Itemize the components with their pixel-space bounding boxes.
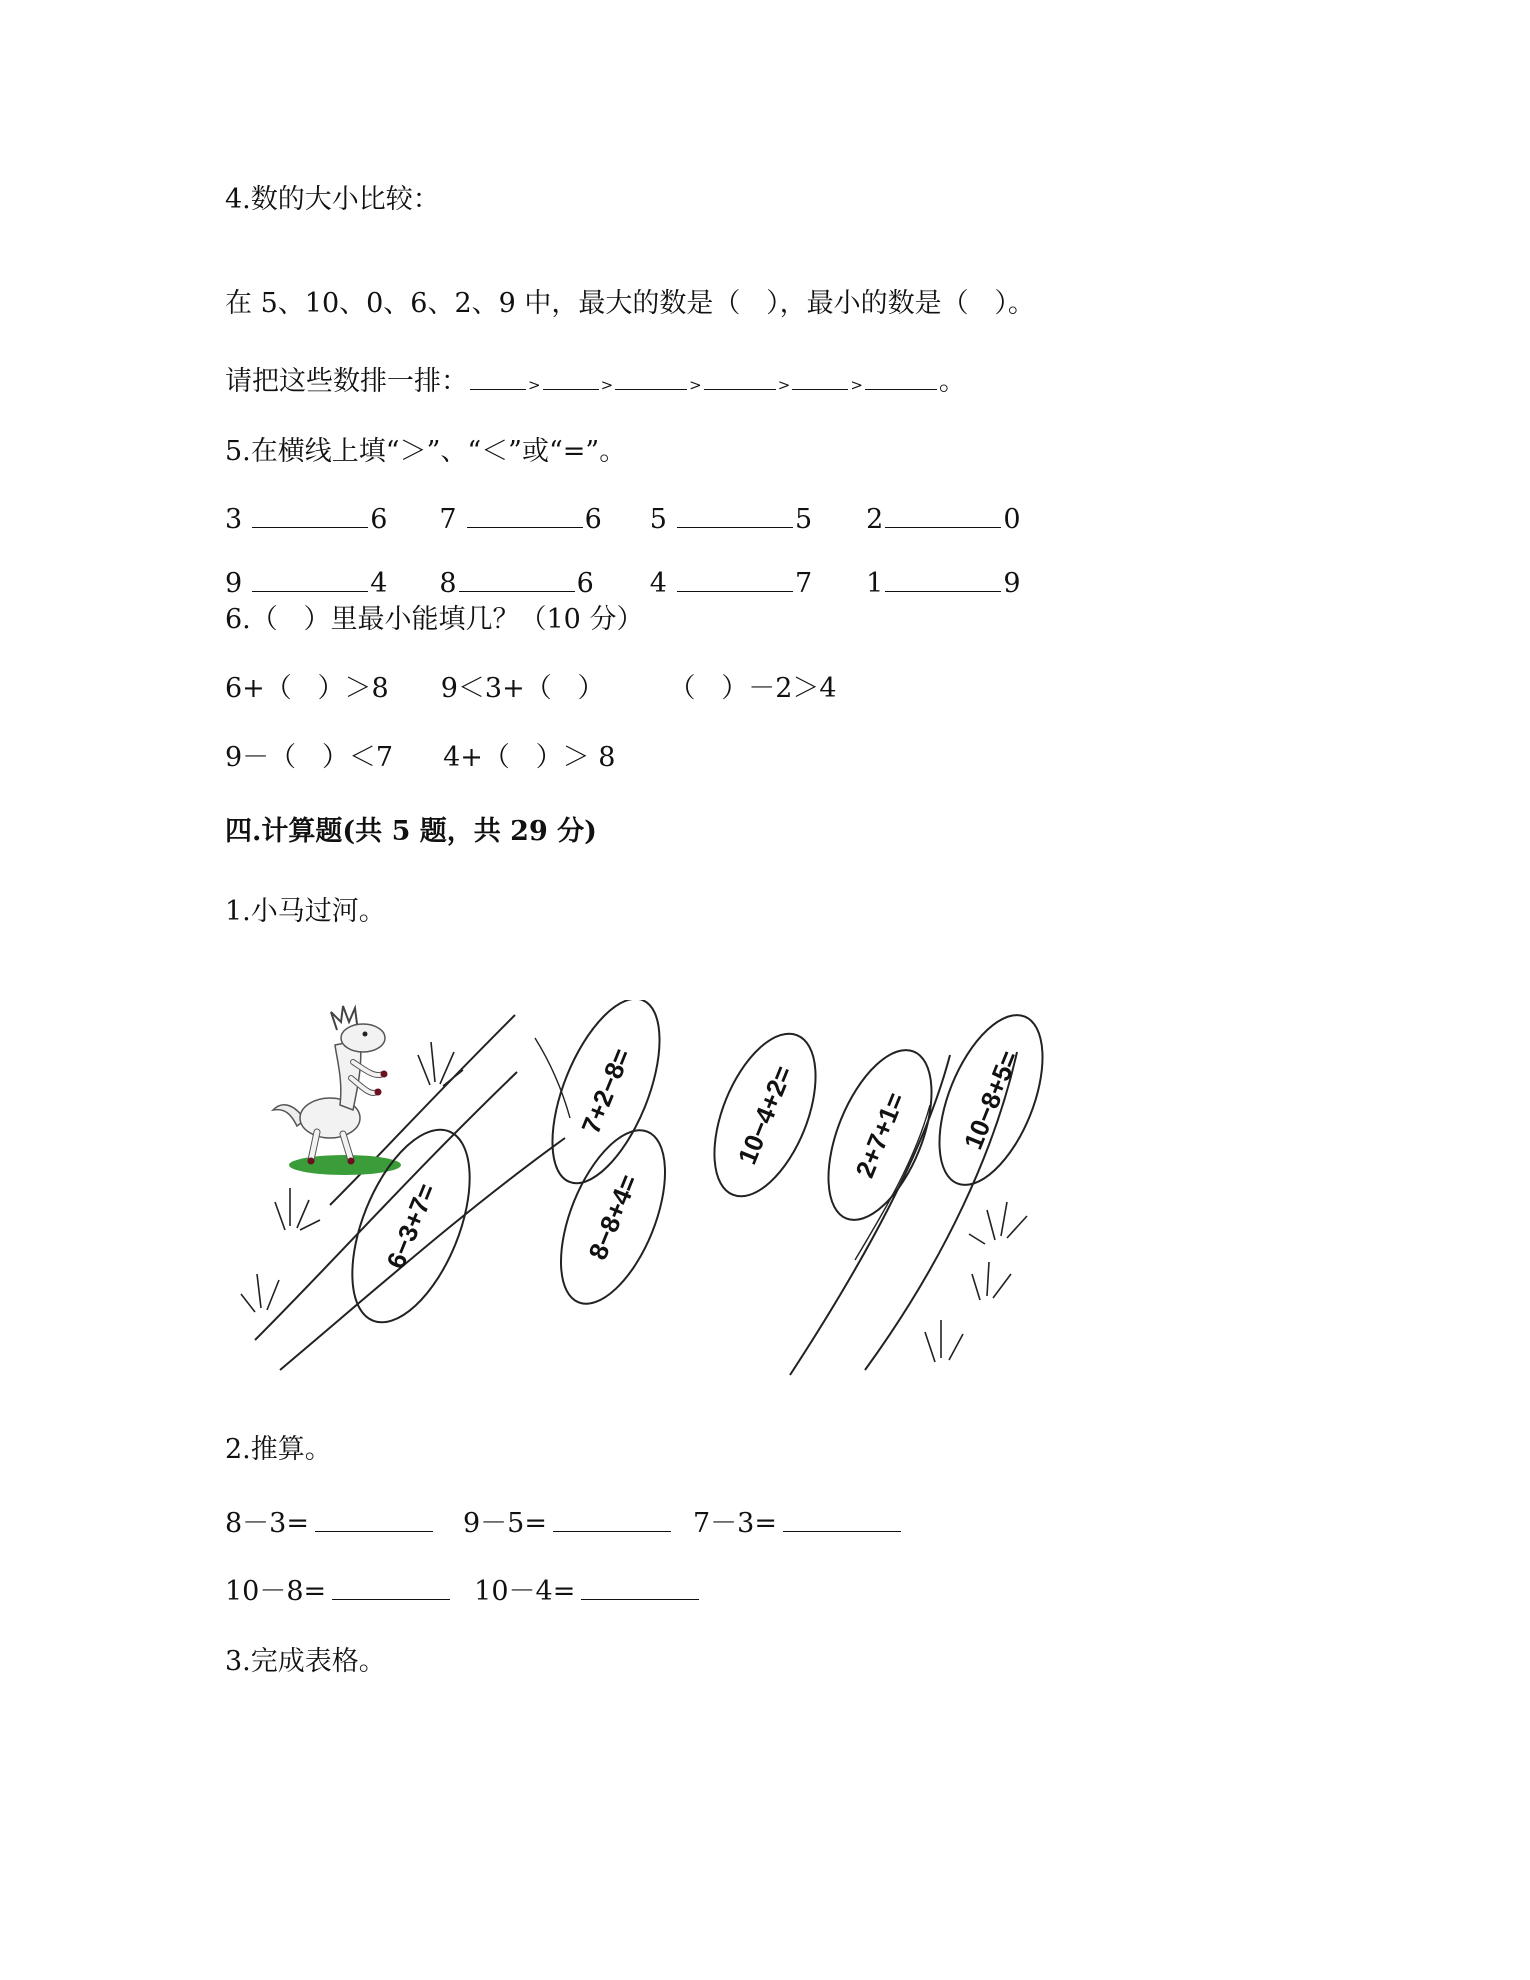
order-blank-2[interactable] [543,388,599,390]
q5-num: 6 [584,504,602,535]
compare-blank[interactable] [677,590,793,592]
q6-item: 9＜3+（ ） [440,673,605,704]
q5-num: 4 [370,568,388,599]
c2-expr: 10－8= [225,1576,327,1607]
order-blank-5[interactable] [792,388,848,390]
section-4-heading: 四.计算题(共 5 题，共 29 分) [225,816,597,847]
stone-expression: 6−3+7= [380,1179,442,1273]
q5-num: 9 [1003,568,1021,599]
q5-num: 8 [439,568,457,599]
pony-icon [273,1006,401,1175]
q4-order-end: 。 [938,366,966,397]
stone-expression: 8−8+4= [582,1170,644,1264]
q5-num: 9 [225,568,243,599]
c2-row-2 [225,1578,701,1605]
gt-sign: > [777,376,791,394]
c2-expr: 10－4= [474,1576,576,1607]
answer-blank[interactable] [315,1530,433,1532]
gt-sign: > [689,376,702,394]
q5-num: 7 [794,568,813,599]
q5-num: 4 [649,568,667,599]
q6-item: 4+（ ）＞ 8 [443,742,616,773]
answer-blank[interactable] [332,1598,450,1600]
order-blank-6[interactable] [865,388,937,390]
c1-title: 1.小马过河。 [225,896,386,927]
compare-blank[interactable] [885,590,1001,592]
q5-num: 5 [649,504,667,535]
stone-expression: 2+7+1= [849,1088,911,1182]
c3-title: 3.完成表格。 [225,1646,386,1677]
q4-title: 4.数的大小比较： [225,184,440,215]
q6-item: 9－（ ）＜7 [225,742,394,773]
answer-blank[interactable] [783,1530,901,1532]
stone-expression: 10−4+2= [731,1061,799,1169]
order-blank-3[interactable] [615,388,687,390]
q4-line1: 在 5、10、0、6、2、9 中，最大的数是（ ），最小的数是（ ）。 [225,288,1035,319]
q5-num: 2 [866,504,884,535]
q5-row-2 [225,570,1021,597]
q6-row-1 [225,675,837,702]
q4-order-prefix: 请把这些数排一排： [225,366,468,397]
c2-expr: 7－3= [692,1508,777,1539]
compare-blank[interactable] [885,526,1001,528]
q6-item: （ ）－2＞4 [668,673,837,704]
q5-title: 5.在横线上填“＞”、“＜”或“=”。 [225,436,627,467]
q5-num: 3 [225,504,243,535]
q5-num: 0 [1003,504,1021,535]
c2-row-1 [225,1510,903,1537]
pony-river-illustration [225,1000,1145,1380]
q5-num: 7 [439,504,457,535]
compare-blank[interactable] [459,590,575,592]
compare-blank[interactable] [252,590,368,592]
answer-blank[interactable] [581,1598,699,1600]
compare-blank[interactable] [677,526,793,528]
q5-num: 6 [370,504,388,535]
q5-num: 1 [866,568,884,599]
c2-expr: 8－3= [225,1508,309,1539]
c2-expr: 9－5= [462,1508,547,1539]
q6-item: 6+（ ）＞8 [225,673,389,704]
gt-sign: > [528,376,541,394]
q6-title: 6.（ ）里最小能填几？（10 分） [225,604,644,635]
q5-num: 6 [576,568,594,599]
order-blank-1[interactable] [470,388,526,390]
q4-order-line [225,368,966,395]
stone-expression: 7+2−8= [575,1044,637,1138]
answer-blank[interactable] [553,1530,671,1532]
q5-num: 5 [794,504,813,535]
c2-title: 2.推算。 [225,1434,332,1465]
gt-sign: > [600,376,614,394]
q5-row-1 [225,506,1021,533]
compare-blank[interactable] [252,526,368,528]
gt-sign: > [850,376,863,394]
q6-row-2 [225,744,615,771]
compare-blank[interactable] [467,526,583,528]
stone-expression: 10−8+5= [957,1046,1025,1154]
order-blank-4[interactable] [704,388,776,390]
